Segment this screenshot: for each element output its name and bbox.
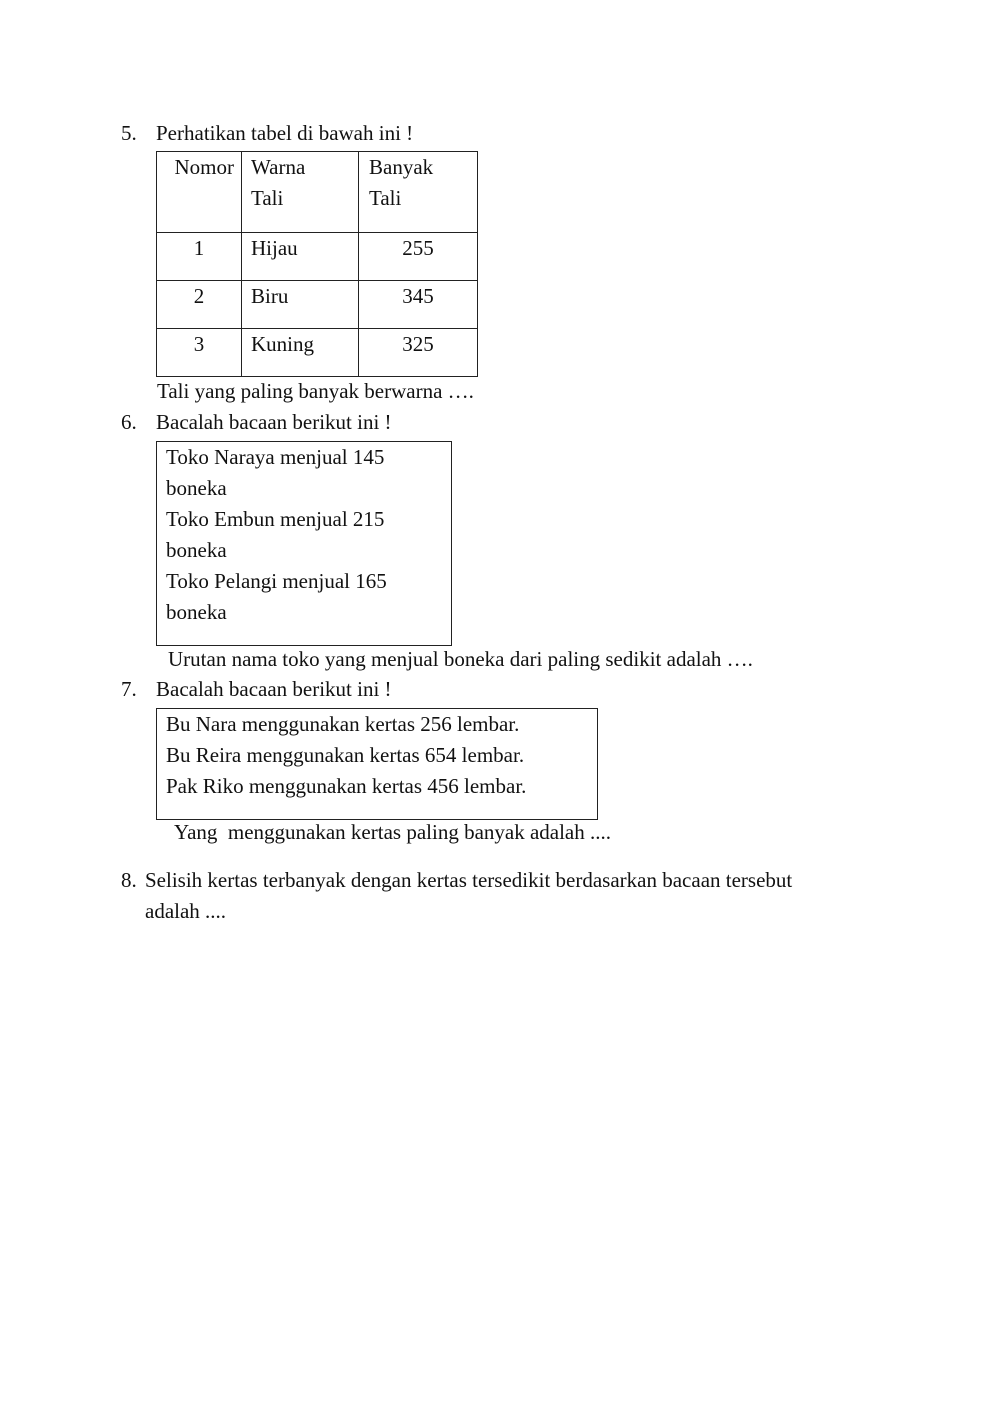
reading-line: boneka [166, 538, 227, 562]
reading-box-paper [156, 708, 598, 820]
reading-line: Toko Pelangi menjual 165 [166, 569, 387, 593]
cell-nomor: 1 [157, 233, 242, 281]
cell-warna: Biru [242, 281, 359, 329]
question-5-prompt: Perhatikan tabel di bawah ini ! [156, 121, 414, 145]
header-warna-tali: Warna Tali [242, 152, 359, 233]
question-7-text: Yang menggunakan kertas paling banyak adalah .... [174, 820, 612, 844]
question-6-text: Urutan nama toko yang menjual boneka dari paling sedikit adalah …. [168, 647, 753, 671]
table-header-row [157, 152, 478, 233]
question-5-text: Tali yang paling banyak berwarna …. [157, 379, 474, 403]
question-8-line-1: Selisih kertas terbanyak dengan kertas tersedikit berdasarkan bacaan tersebut [145, 868, 793, 892]
cell-warna: Hijau [242, 233, 359, 281]
question-7-prompt: Bacalah bacaan berikut ini ! [156, 677, 392, 701]
table-row [157, 233, 478, 281]
reading-line: Bu Nara menggunakan kertas 256 lembar. [166, 712, 520, 736]
cell-banyak: 345 [359, 281, 478, 329]
question-5-number: 5. [121, 121, 137, 145]
cell-warna: Kuning [242, 329, 359, 377]
question-8-number: 8. [121, 868, 137, 892]
reading-line: boneka [166, 476, 227, 500]
table-row [157, 329, 478, 377]
question-8-line-2: adalah .... [145, 899, 227, 923]
question-7-number: 7. [121, 677, 137, 701]
reading-line: Pak Riko menggunakan kertas 456 lembar. [166, 774, 527, 798]
cell-nomor: 3 [157, 329, 242, 377]
cell-banyak: 325 [359, 329, 478, 377]
cell-nomor: 2 [157, 281, 242, 329]
question-6-number: 6. [121, 410, 137, 434]
table-row [157, 281, 478, 329]
reading-line: boneka [166, 600, 227, 624]
reading-line: Toko Embun menjual 215 [166, 507, 385, 531]
reading-line: Bu Reira menggunakan kertas 654 lembar. [166, 743, 525, 767]
rope-table [156, 151, 478, 377]
question-6-prompt: Bacalah bacaan berikut ini ! [156, 410, 392, 434]
header-banyak-tali: Banyak Tali [359, 152, 478, 233]
reading-box-dolls [156, 441, 452, 646]
reading-line: Toko Naraya menjual 145 [166, 445, 385, 469]
header-nomor: Nomor [157, 152, 242, 233]
cell-banyak: 255 [359, 233, 478, 281]
